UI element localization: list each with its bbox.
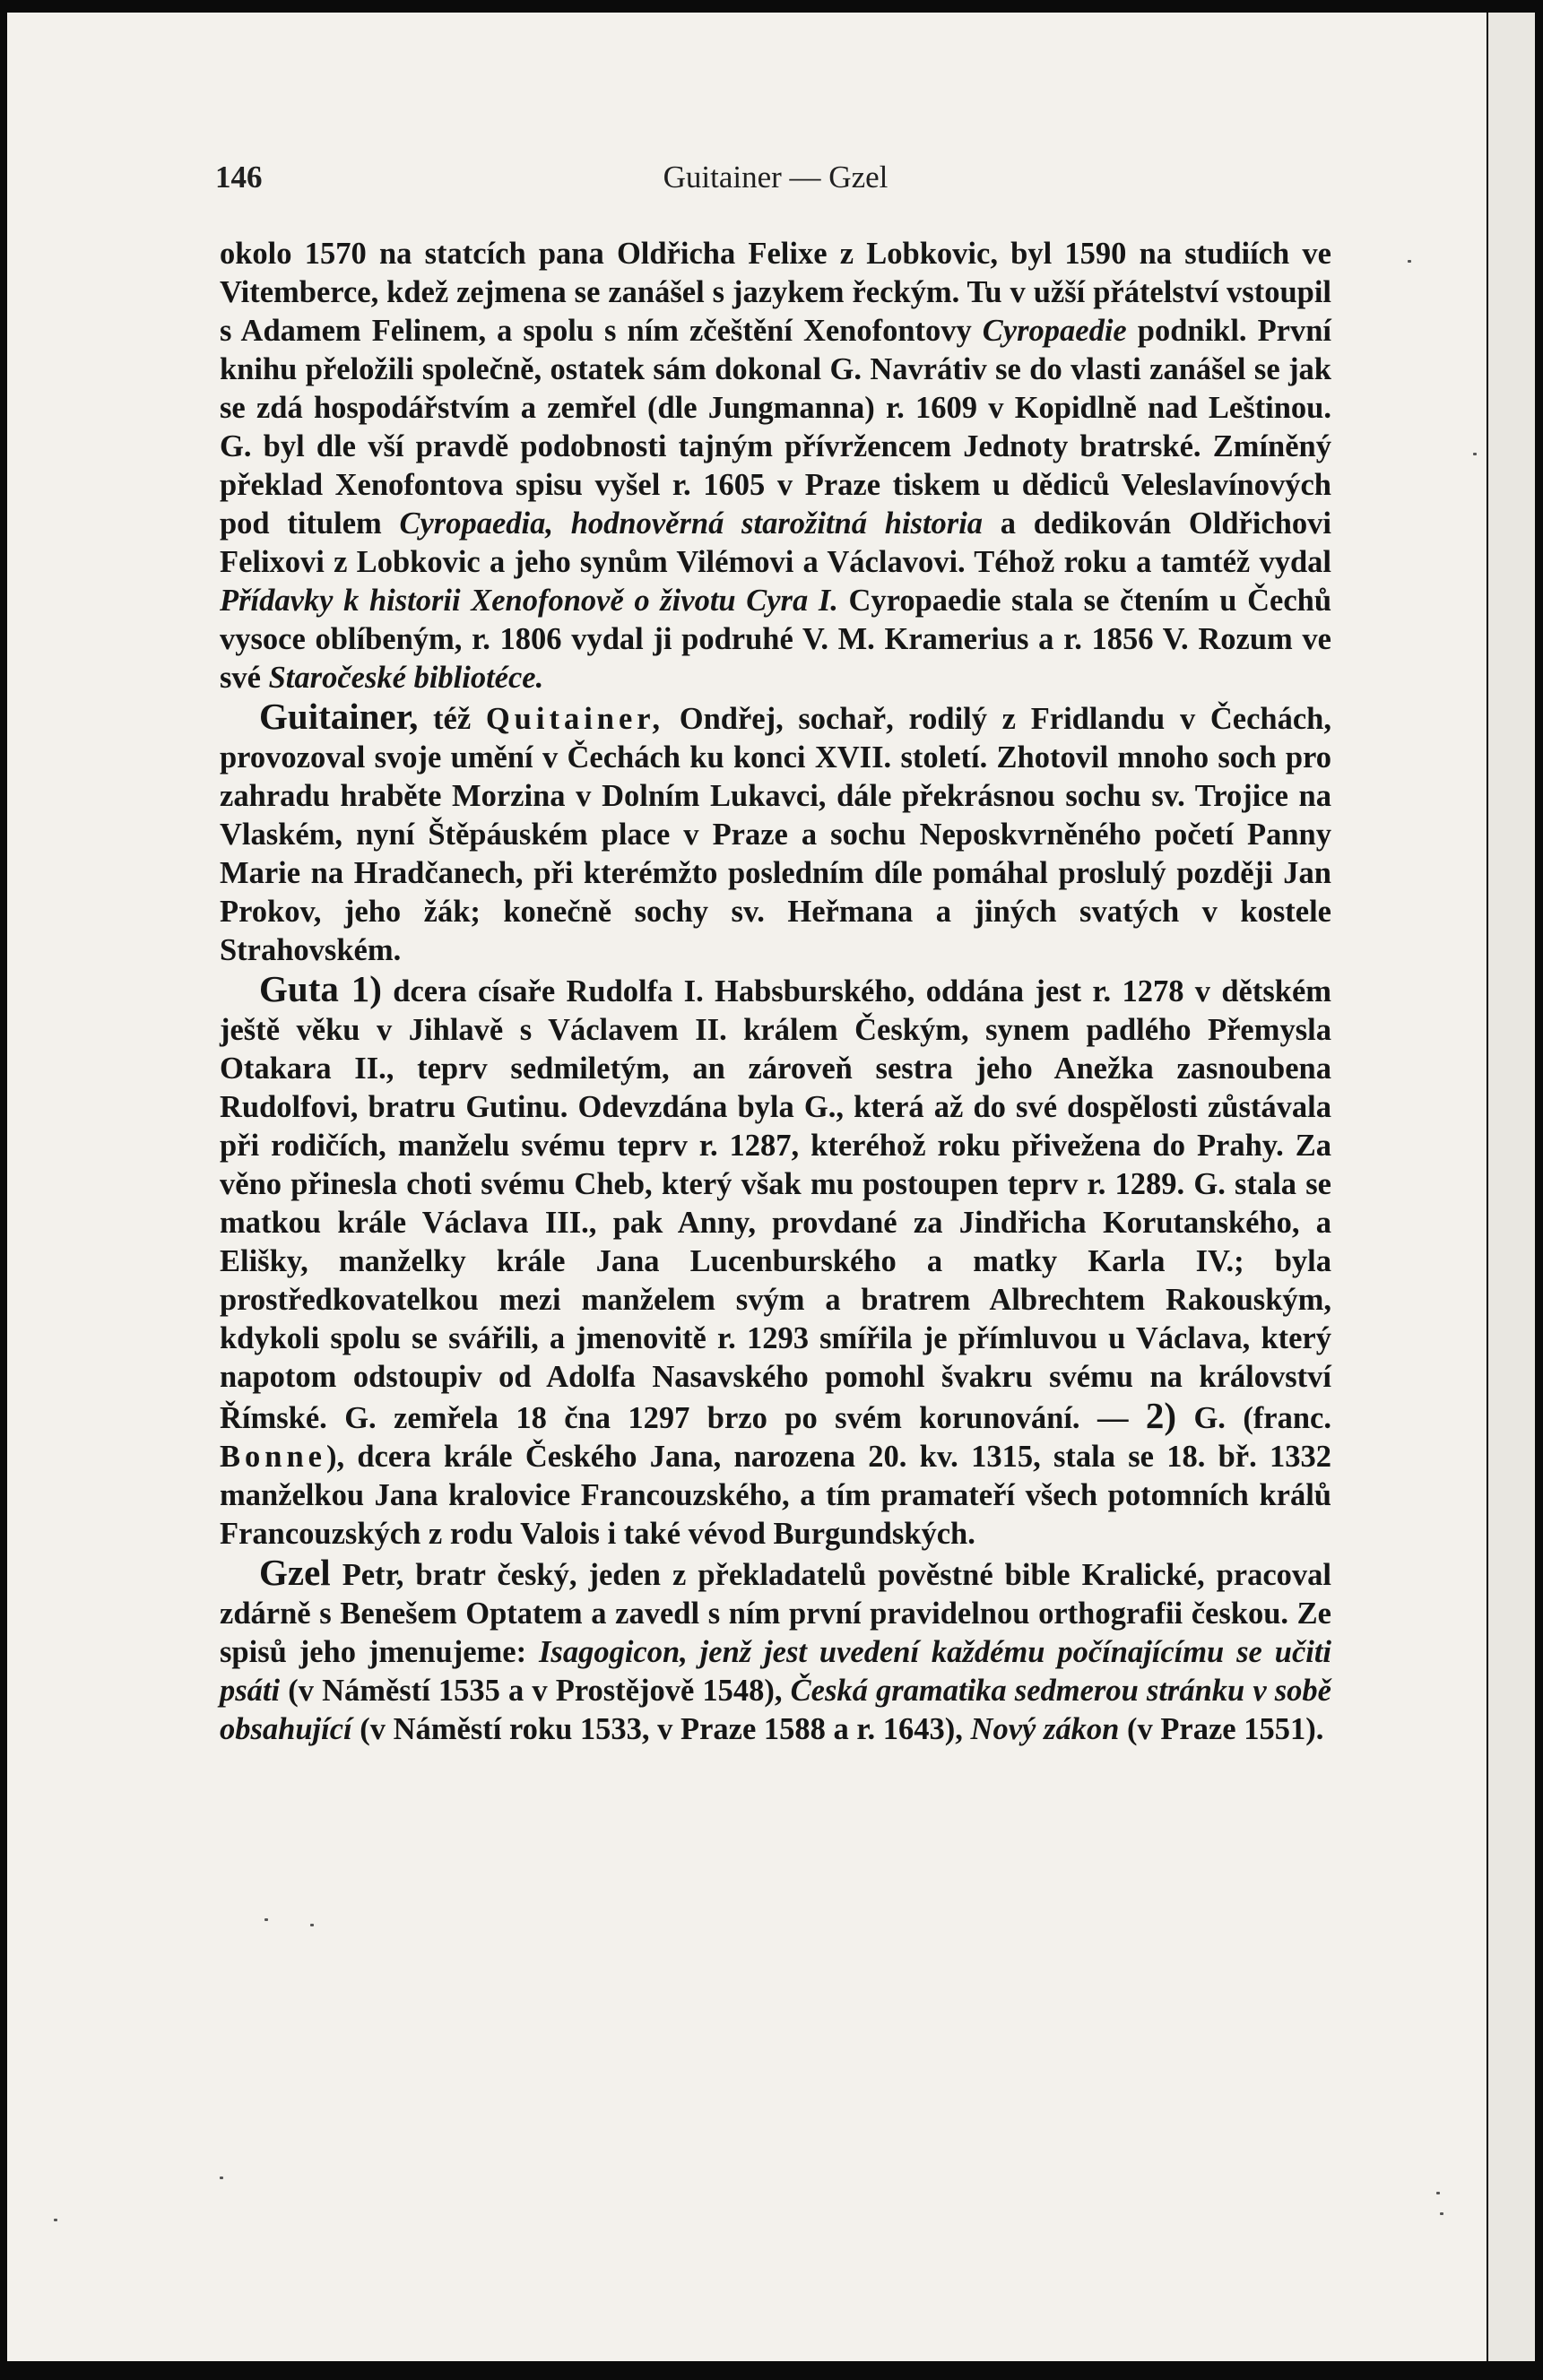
- text-run: podnikl. První knihu přeložili společně, ostatek sám dokonal G. Navrátiv se do vlasti zanášel se jak se zdá hospodářstvím a zemřel (dle Jungmanna) r. 1609 v Kopidlně nad Leštinou. G. byl dle vší pravdě podobnosti tajným přívržencem Jednoty bratrské. Zmíněný překlad Xenofontova spisu vyšel r. 1605 v Praze tiskem u dědiců Veleslavínových pod titulem: [220, 314, 1331, 541]
- text-run: (v Praze 1551).: [1119, 1712, 1324, 1746]
- scan-speck: [54, 2219, 57, 2221]
- running-title: Guitainer — Gzel: [663, 160, 889, 195]
- entry-guta: [220, 970, 1331, 1553]
- text-run: Ondřej, sochař, rodilý z Fridlandu v Čechách, provozoval svoje umění v Čechách ku konci XVII. století. Zhotovil mnoho soch pro zahradu hraběte Morzina v Dolním Lukavci, dále překrásnou sochu sv. Trojice na Vlaském, nyní Štěpáuském place v Praze a sochu Neposkvrněného početí Panny Marie na Hradčanech, při kterémžto posledním díle pomáhal proslulý později Jan Prokov, jeho žák; konečně sochy sv. Heřmana a jiných svatých v kostele Strahovském.: [220, 702, 1331, 967]
- scan-speck: [1436, 2192, 1440, 2194]
- scan-margin: [1488, 13, 1535, 2361]
- headword: Guitainer,: [259, 696, 419, 737]
- scan-speck: [220, 2177, 223, 2179]
- text-run: Petr, bratr český, jeden z překladatelů pověstné bible Kralické, pracoval zdárně s Benešem Optatem a zavedl s ním první pravidelnou orthografii českou. Ze spisů jeho jmenujeme:: [220, 1558, 1331, 1669]
- text-run: ), dcera krále Českého Jana, narozena 20. kv. 1315, stala se 18. bř. 1332 manželkou Jana kralovice Francouzského, a tím pramateří všech potomních králů Francouzských z rodu Valois i také vévod Burgundských.: [220, 1440, 1331, 1551]
- text-run: dcera císaře Rudolfa I. Habsburského, oddána jest r. 1278 v dětském ještě věku v Jihlavě s Václavem II. králem Českým, synem padlého Přemysla Otakara II., teprv sedmiletým, an zároveň sestra jeho Anežka zasnoubena Rudolfovi, bratru Gutinu. Odevzdána byla G., která až do své dospělosti zůstávala při rodičích, manželu svému teprv r. 1287, kteréhož roku přivežena do Prahy. Za věno přinesla choti svému Cheb, který však mu postoupen teprv r. 1289. G. stala se matkou krále Václava III., pak Anny, provdané za Jindřicha Korutanského, a Elišky, manželky krále Jana Lucenburského a matky Karla IV.; byla prostředkovatelkou mezi manželem svým a bratrem Albrechtem Rakouským, kdykoli spolu se svářili, a jmenovitě r. 1293 smířila je přímluvou u Václava, který napotom odstoupiv od Adolfa Nasavského pomohl švakru svému na království Římské. G. zemřela 18 čna 1297 brzo po svém korunování. —: [220, 974, 1331, 1435]
- text-run: G. (franc.: [1176, 1401, 1331, 1435]
- italic-title: Cyropaedie: [982, 314, 1127, 348]
- scan-speck: [1473, 453, 1477, 455]
- page-header: [215, 160, 1336, 195]
- scan-speck: [310, 1924, 314, 1926]
- body-text: [220, 235, 1331, 1749]
- entry-gzel: [220, 1553, 1331, 1749]
- scan-speck: [1408, 260, 1411, 263]
- entry-continuation: [220, 235, 1331, 697]
- headword: Gzel: [259, 1552, 331, 1593]
- italic-title: Česká gramatika sedmerou stránku v sobě obsahující: [220, 1674, 1331, 1746]
- text-run: (v Náměstí roku 1533, v Praze 1588 a r. 1643),: [351, 1712, 971, 1746]
- italic-title: Staročeské bibliotéce.: [268, 661, 544, 695]
- text-run: (v Náměstí 1535 a v Prostějově 1548),: [280, 1674, 791, 1708]
- text-run: též: [418, 702, 486, 736]
- scan-speck: [264, 1918, 268, 1921]
- italic-title: Přídavky k historii Xenofonově o životu Cyra I.: [220, 584, 838, 618]
- headword: Guta 1): [259, 968, 382, 1009]
- italic-title: Nový zákon: [970, 1712, 1120, 1746]
- text-run: a dedikován Oldřichovi Felixovi z Lobkovic a jeho synům Vilémovi a Václavovi. Téhož roku a tamtéž vydal: [220, 506, 1331, 579]
- name-variant: Bonne: [220, 1440, 326, 1474]
- text-run: okolo 1570 na statcích pana Oldřicha Felixe z Lobkovic, byl 1590 na studiích ve Vitemberce, kdež zejmena se zanášel s jazykem řeckým. Tu v užší přátelství vstoupil s Adamem Felinem, a spolu s ním zčeštění Xenofontovy: [220, 237, 1331, 348]
- italic-title: Isagogicon, jenž jest uvedení každému počínajícímu se učiti psáti: [220, 1635, 1332, 1708]
- italic-title: Cyropaedia, hodnověrná starožitná historia: [399, 506, 984, 541]
- text-run: Cyropaedie stala se čtením u Čechů vysoce oblíbeným, r. 1806 vydal ji podruhé V. M. Kramerius a r. 1856 V. Rozum ve své: [220, 584, 1332, 695]
- entry-guitainer: [220, 697, 1331, 970]
- name-variant: Quitainer,: [485, 702, 665, 736]
- sub-entry-number: 2): [1145, 1395, 1177, 1436]
- scan-speck: [1440, 2212, 1443, 2215]
- page-number: 146: [215, 160, 263, 195]
